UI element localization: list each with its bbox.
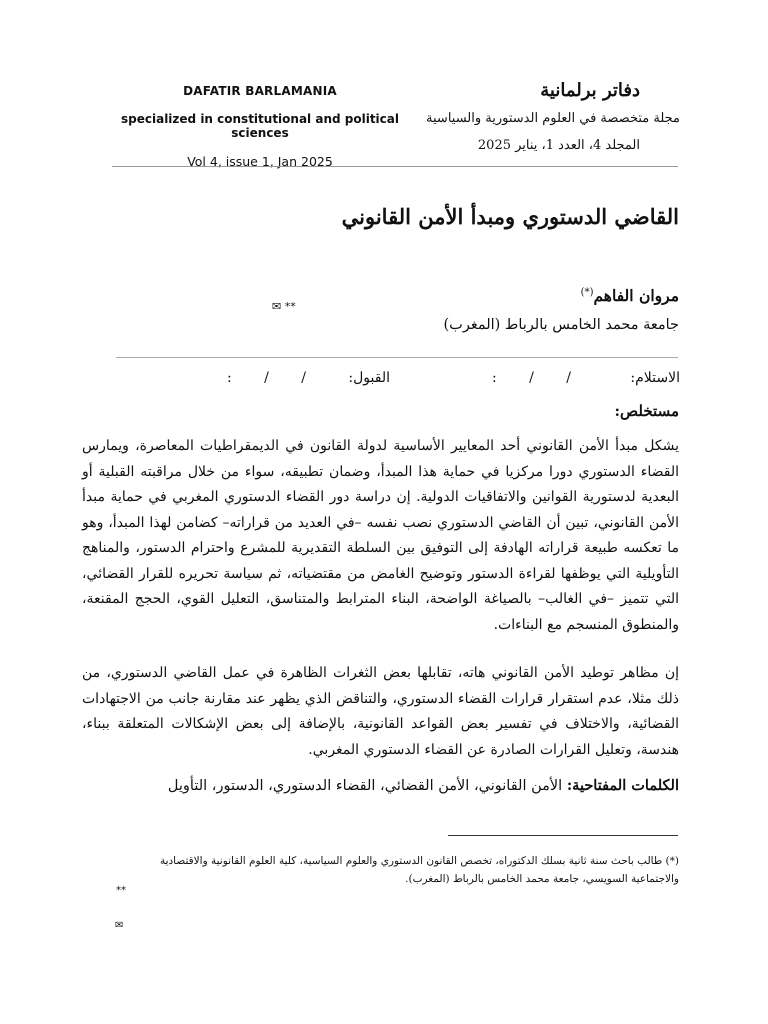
author-affiliation: جامعة محمد الخامس بالرباط (المغرب) [443, 317, 679, 333]
keywords-list: الأمن القانوني، الأمن القضائي، القضاء الدستوري، الدستور، التأويل [167, 778, 563, 794]
received-value: / / : [491, 370, 585, 386]
abstract-paragraph-2: إن مظاهر توطيد الأمن القانوني هاته، تقابلها بعض الثغرات الظاهرة في عمل القاضي الدستوري، من ذلك مثلا، عدم استقرار قرارات القضاء الدستوري، والتناقض الذي يظهر عند مقارنة جانب من الاجتهادات القضائية، والاختلاف في تفسير بعض القواعد القانونية، بالإضافة إلى بعض الإشكالات المتعلقة ببناء، هندسة، وتعليل القرارات الصادرة عن القضاء الدستوري المغربي. [82, 665, 679, 758]
article-title: القاضي الدستوري ومبدأ الأمن القانوني [341, 204, 679, 229]
journal-title-en: DAFATIR BARLAMANIA [183, 84, 337, 98]
journal-subtitle-en: specialized in constitutional and political sciences [121, 112, 399, 140]
author-footnote-mark: (*) [580, 286, 594, 298]
received-label: الاستلام: [630, 370, 680, 386]
volume-info-ar: المجلد 4، العدد 1، يناير 2025 [477, 138, 640, 153]
footnote-3: ✉ [115, 920, 124, 931]
author-line [82, 286, 679, 305]
submission-dates [200, 370, 680, 390]
abstract-heading: مستخلص: [614, 402, 679, 420]
author-divider [116, 357, 678, 358]
abstract-paragraph-1: يشكل مبدأ الأمن القانوني أحد المعايير الأساسية لدولة القانون في الديمقراطيات المعاصرة، ويمارس القضاء الدستوري دورا مركزيا في حماية هذا المبدأ، وضمان تطبيقه، سواء من خلال مراقبته القبلية أو البعدية لدستورية القوانين والاتفاقيات الدولية. إن دراسة دور القضاء الدستوري المغربي في حماية مبدأ الأمن القانوني، تبين أن القاضي الدستوري نصب نفسه –في العديد من قراراته– كضامن لهذا المبدأ، وهو ما تعكسه طبيعة قراراته الهادفة إلى التوفيق بين السلطة التقديرية للمشرع واحترام الدستور، والمناهج التأويلية التي يوظفها لقراءة الدستور وتوضيح الغامض من مقتضياته، ثم سياسة تحريره للقرار القضائي، التي تتميز –في الغالب– بالصياغة الواضحة، البناء المترابط والمتناسق، التعليل القوي، الحجج المقنعة، والمنطوق المنسجم مع البناءات. [82, 438, 679, 633]
keywords-label: الكلمات المفتاحية: [566, 777, 679, 794]
journal-header-ar [410, 80, 680, 153]
journal-header-en [110, 84, 410, 169]
keywords-line [82, 777, 679, 794]
header-divider [112, 166, 678, 167]
journal-subtitle-ar: مجلة متخصصة في العلوم الدستورية والسياسية [426, 111, 680, 126]
accepted-label: القبول: [348, 370, 390, 386]
volume-info-en: Vol 4, issue 1, Jan 2025 [187, 154, 333, 169]
footnote-2: ** [116, 885, 126, 896]
footnote-1: (*) طالب باحث سنة ثانية بسلك الدكتوراه، تخصص القانون الدستوري والعلوم السياسية، كلية العلوم القانونية والاقتصادية والاجتماعية السويسي، جامعة محمد الخامس بالرباط (المغرب). [159, 855, 679, 885]
accepted-value: / / : [226, 370, 320, 386]
author-contact-marks: ✉ ** [272, 300, 296, 313]
journal-title-ar: دفاتر برلمانية [540, 80, 640, 101]
footnote-divider [448, 835, 678, 836]
author-name: مروان الفاهم [593, 286, 679, 305]
